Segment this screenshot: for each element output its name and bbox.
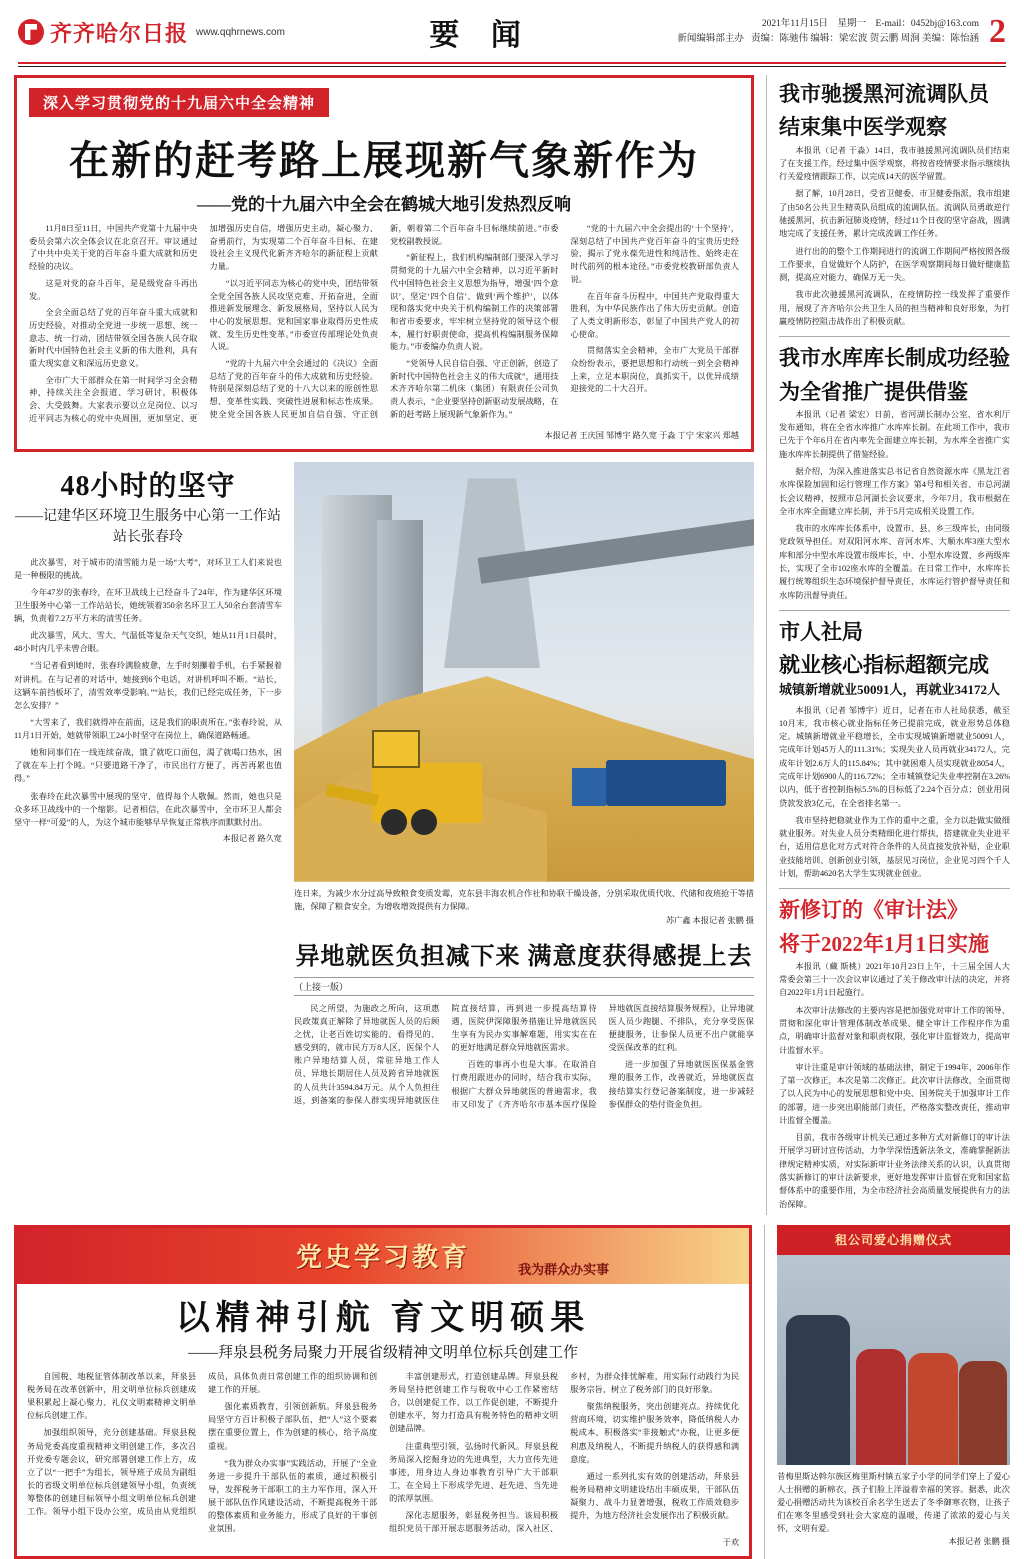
photo-person-adult xyxy=(786,1315,850,1465)
masthead xyxy=(14,0,1010,60)
donation-photo xyxy=(777,1225,1010,1465)
paragraph: 据了解，10月28日，受省卫健委、市卫健委指派，我市组建了由50名公共卫生精英队员组成的流调队伍。流调队员勇敢逆行驰援黑河，抗击新冠肺炎疫情，经过11个日夜的坚守奋战，圆满地完成了支援任务，累计完成流调工作任务。 xyxy=(779,189,1010,239)
right-article-3 xyxy=(779,619,1010,880)
right-article-3-subhead: 城镇新增就业50091人，再就业34172人 xyxy=(779,682,1001,698)
paragraph: 通过一系列扎实有效的创建活动，拜泉县税务局精神文明建设结出丰硕成果，干部队伍凝聚力、战斗力显著增强，税收工作质效稳步提升，为地方经济社会发展作出了积极贡献。 xyxy=(570,1471,740,1521)
issue-date: 2021年11月15日 xyxy=(761,19,828,30)
paragraph: 进行出的的整个工作期间进行的流调工作期间严格按照各级工作要求，自觉做好个人防护，在医学观察期间每日做好健康监测，提高应对能力，确保万无一失。 xyxy=(779,246,1010,283)
paragraph: 进一步加强了异地就医医保基金管理的服务工作，改善就近，异地就医直接结算实行登记备案制度，进一步减轻参保群众的垫付资金负担。 xyxy=(608,1060,754,1109)
right-article-3-headline-2: 就业核心指标超额完成 xyxy=(779,653,989,678)
right-article-4-headline-2: 将于2022年1月1日实施 xyxy=(779,931,989,956)
edu-byline: 于欢 xyxy=(722,1538,740,1548)
masthead-left xyxy=(18,17,285,48)
right-article-2-headline: 我市水库库长制成功经验 xyxy=(779,346,1010,371)
paragraph: 自国税、地税征管体制改革以来，拜泉县税务局在改革创新中，用文明单位标兵创建成果积累起上凝心聚力、礼仪文明素精神文明单位标兵创建工作。 xyxy=(27,1371,197,1421)
paragraph: 丰富创建形式，打造创建品牌。拜泉县税务局坚持把创建工作与税收中心工作紧密结合，以创建促工作、以工作促创建，不断提升创建水平，努力打造具有税务特色的精神文明创建品牌。 xyxy=(389,1371,559,1434)
right-article-3-headline: 市人社局 xyxy=(779,619,863,644)
photo-person-child-1 xyxy=(856,1349,906,1465)
masthead-right xyxy=(677,15,1006,49)
photo-credit: 苏广鑫 本报记者 张鹏 摄 xyxy=(665,915,754,925)
paragraph: 张春玲在此次暴雪中展现的坚守、值得每个人敬佩。然而，她也只是众多环卫战线中的一个缩影。记者相信，在此次暴雪中，全市环卫人都会坚守一样“可爱”的人，为这个城市能够早早恢复正常秩序而默默付出。 xyxy=(14,791,282,827)
paragraph: 我市坚持把稳就业作为工作的重中之重，全力以赴做实做细就业服务。对失业人员分类精细化进行帮扶，搭建就业失业进平台，适用信息化对方式对符合条件的人员直接发放补贴，企业职业技能培训、创新创业引领，基层见习岗位，企业见习四个千人计划，帮助4620名大学生实现就业创业。 xyxy=(779,815,1010,878)
right-article-2-body xyxy=(779,408,1010,602)
paragraph: “大雪来了，我们就得冲在前面，这是我们的职责所在。”张春玲说，从11月1日开始，她就带领职工24小时坚守在岗位上，确保道路畅通。 xyxy=(14,717,282,741)
article-48hours-byline: 本报记者 路久宽 xyxy=(222,833,282,843)
edu-article xyxy=(14,1225,752,1559)
lead-banner: 深入学习贯彻党的十九届六中全会精神 xyxy=(29,88,329,117)
right-article-1 xyxy=(779,81,1010,328)
right-article-4 xyxy=(779,897,1010,1211)
lead-paragraph: 全市广大干部群众在第一时间学习全会精神，持续关注全会报道、学习研讨，积极体会、大受鼓舞。大家表示要以立足岗位、以习近平同志为核心的党中央周围，更加坚定、更加增强历史自信，增强历史主动，凝心聚力、奋勇前行，为实现第二个百年奋斗目标、在建设社会主义现代化新齐齐哈尔的新征程上贡献力量。 xyxy=(29,224,378,423)
masthead-rule-thin xyxy=(18,66,1006,67)
lead-paragraph: “党的十九届六中全会通过的《决议》全面总结了党的百年奋斗的伟大成就和历史经验。特别是深刻总结了党的十八大以来的原创性思想、变革性实践、突破性进展和标志性成果。使全党全国各族人民更加自信自强、守正创新，朝着第二个百年奋斗目标继续前进。”市委党校副教授说。 xyxy=(209,224,559,419)
paragraph: 本报讯（记者 于淼）14日，我市驰援黑河流调队员们结束了在支援工作，经过集中医学观察，将按省疫情要求指示继续执行关爱疫情跟踪工作，以完成14天的医学留置。 xyxy=(779,145,1010,182)
paragraph: 目前，我市各级审计机关已通过多种方式对新修订的审计法开展学习研讨宣传活动，力争学深悟透新法条文，准确掌握新法律规定精神实质，对实际新审计业务法律关系的认识，认真贯彻落实新修订的审计法新要求，更好地发挥审计监督在党和国家监督体系中的重要作用，为全市经济社会高质量发展提供有力的法治保障。 xyxy=(779,1133,1010,1209)
paragraph: 聚焦纳税服务，突出创建亮点。持续优化营商环境，切实维护服务效率，降低纳税人办税成本，积极落实“非接触式”办税，让更多便利惠及纳税人，不断提升纳税人的获得感和满意度。 xyxy=(570,1402,740,1464)
lead-paragraph: “党领导人民自信自强、守正创新，创造了新时代中国特色社会主义的伟大成就”，通用技术齐齐哈尔第二机床（集团）有限责任公司负责人表示，“企业要坚持创新驱动发展战略，在新的赶考路上展现新气象新作为。” xyxy=(390,359,559,419)
donation-caption: 昔梅里斯达斡尔族区梅里斯村镇五家子小学的同学们穿上了爱心人士捐赠的新棉衣，孩子们脸上洋溢着幸福的笑容。据悉，此次爱心捐赠活动共为该校百余名学生送去了冬季御寒衣物，让孩子们在寒冬里感受到社会大家庭的温暖，传递了浓浓的爱心与关怀，文明有爱。 xyxy=(777,1471,1010,1534)
paragraph: 深化志愿服务，彰显税务担当。该局积极组织党员干部开展志愿服务活动，深入社区、乡村，为群众排忧解难，用实际行动践行为民服务宗旨，树立了税务部门的良好形象。 xyxy=(389,1371,740,1534)
paragraph: “我为群众办实事”实践活动，开展了“全业务进一步提升干部队伍的素质，通过积极引导，发挥税务干部职工的主力军作用，深入开展干部队伍作风建设活动，不断提高税务干部的整体素质和业务能力，形成了良好的干事创业氛围。 xyxy=(208,1458,378,1534)
masthead-dept: 新闻编辑部主办 xyxy=(677,34,744,44)
lead-paragraph: 贯彻落实全会精神，全市广大党员干部群众纷纷表示，要把思想和行动统一到全会精神上来，立足本职岗位，真抓实干，以优异成绩迎接党的二十大召开。 xyxy=(570,346,739,394)
paragraph: 本报讯（藏 斯桃）2021年10月23日上午，十三届全国人大常委会第三十一次会议审议通过了关于修改审计法的决定，并将自2022年1月1日起施行。 xyxy=(779,961,1010,998)
paragraph: 我市此次驰援黑河流调队，在疫情防控一线发挥了重要作用，展现了齐齐哈尔公共卫生人员的担当精神和良好形象，为打赢疫情防控阻击战作出了积极贡献。 xyxy=(779,290,1010,326)
photo-truck xyxy=(606,760,726,806)
right-article-3-body xyxy=(779,704,1010,881)
paper-url[interactable]: www.qqhrnews.com xyxy=(196,26,285,38)
right-article-1-body xyxy=(779,144,1010,329)
lead-paragraph: 在百年奋斗历程中，中国共产党取得重大胜利，为中华民族作出了伟大历史贡献。创造了人类文明新形态，彰显了中国共产党人的初心使命。 xyxy=(570,291,739,339)
divider xyxy=(779,888,1010,889)
right-article-2 xyxy=(779,345,1010,602)
paragraph: “当记者看到她时，张春玲满脸疲惫，左手时刻攥着手机，右手紧握着对讲机。在与记者的对话中，她接到6个电话，对讲机呼叫不断。“站长，这辆车前挡板坏了，清雪效率受影响。”“站长，我们已经完成任务，下一步怎么安排？” xyxy=(14,661,282,710)
paragraph: 加强组织领导，充分创建基础。拜泉县税务局党委高度重视精神文明创建工作，多次召开党委专题会议，研究部署创建工作上方，成立了以“一把手”为组长，领导班子成员为副组长的省级文明单位标兵创建领导小组，负责统筹整体的创建目标领导小组文明单位标兵创建工作。领导小组下设办公室，成员由从党组织成员，具体负责日常创建工作的组织协调和创建工作的开展。 xyxy=(27,1371,378,1517)
lead-paragraph: 全会全面总结了党的百年奋斗重大成就和历史经验，对推动全党进一步统一思想、统一意志、统一行动，团结带领全国各族人民夺取新时代中国特色社会主义新的伟大胜利，具有重大现实意义和深远历史意义。 xyxy=(29,308,198,369)
bottom-right-photo-block xyxy=(764,1225,1010,1559)
lead-byline: 本报记者 王庆国 邹博宇 路久宽 于淼 丁宁 宋家兴 郑越 xyxy=(544,430,739,440)
paragraph: 注重典型引领，弘扬时代新风。拜泉县税务局深入挖掘身边的先进典型，大力宣传先进事迹，用身边人身边事教育引导广大干部职工，在全局上下形成学先进、赶先进、当先进的浓厚氛围。 xyxy=(389,1441,559,1503)
left-columns xyxy=(14,75,754,1215)
edu-subtitle: ——拜泉县税务局聚力开展省级精神文明单位标兵创建工作 xyxy=(188,1344,579,1361)
edu-banner xyxy=(17,1228,749,1284)
masthead-meta xyxy=(677,17,979,46)
lead-paragraph: 这是对党的奋斗百年，是是级党奋斗再出发。 xyxy=(29,278,198,301)
lead-article xyxy=(14,75,754,452)
article-48hours-subtitle: ——记建华区环境卫生服务中心第一工作站站长张春玲 xyxy=(15,508,281,545)
right-article-4-body xyxy=(779,960,1010,1211)
divider xyxy=(779,610,1010,611)
paragraph: 我市的水库库长体系中，设置市、县、乡三级库长，由同级党政领导担任。对双阳河水库、音河水库、大顺水库3座大型水库和部分中型水库设置市级库长，中、小型水库设置、乡两级库长，实现了全市102座水库的全覆盖。在日常工作中，水库库长履行统筹组织生态环境保护督导责任，水库运行管护督导责任和水库防汛督导责任。 xyxy=(779,524,1010,600)
paragraph: 她和同事们在一线连续奋战，饿了就吃口面包，渴了就喝口热水，困了就在车上打个盹。“只要道路干净了，市民出行方便了，再苦再累也值得。” xyxy=(14,748,282,784)
paragraph: 百姓的事再小也是大事。在取消自行费用跟进办的同时，结合我市实际，根据广大群众异地就医的普遍需求，我市又印发了《齐齐哈尔市基本医疗保险异地就医直接结算服务规程》，让异地就医人员少跑腿、不排队，充分享受医保便捷服务，让参保人员更不出户就能享受医保改革的红利。 xyxy=(451,1003,754,1109)
lead-title: 在新的赶考路上展现新气象新作为 xyxy=(69,138,699,183)
photo-person-child-3 xyxy=(959,1361,1007,1465)
paragraph: 据介绍，为深入推进落实总书记省自然资源水库《黑龙江省水库保险加固和运行管理工作方案》第4号和相关省、市总河湖长会议精神，按照市总河湖长会议要求，今年7月，我市根据在全市水库全面建立库长制，并于5月完成相关设置工作。 xyxy=(779,466,1010,516)
article-48hours xyxy=(14,462,282,1111)
paragraph: 此次暴雪，对于城市的清雪能力是一场“大考”，对环卫工人们来说也是一种极限的挑战。 xyxy=(14,557,282,580)
issue-weekday: 星期一 xyxy=(837,19,867,30)
paper-name: 齐齐哈尔日报 xyxy=(50,20,189,46)
page-body xyxy=(14,75,1010,1215)
photo-caption: 连日来，为减少水分过高导致粮食变质发霉，克东县丰海农机合作社和协联干燥设备，分别采取优质代收、代储和夜班抢干等措施，保障了粮食安全，为增收增效提供有力保障。 xyxy=(294,888,754,911)
lead-paragraph: “以习近平同志为核心的党中央，团结带领全党全国各族人民攻坚克难、开拓奋进，全面推进新发展理念、新发展格局，坚持以人民为中心的发展思想。党和国家事业取得历史性成就、发生历史性变革。”市委宣传部理论处负责人说。 xyxy=(209,278,378,352)
lead-paragraph: 11月8日至11日，中国共产党第十九届中央委员会第六次全体会议在北京召开。审议通过了中共中央关于党的百年奋斗重大成就和历史经验的决议。 xyxy=(29,224,198,272)
masthead-staff: 责编：陈驰伟 编辑：梁宏波 贺云鹏 周涧 美编：陈怡涵 xyxy=(750,34,979,44)
contact-email[interactable]: E-mail：0452bj@163.com xyxy=(875,19,979,30)
edu-title: 以精神引航 育文明硕果 xyxy=(175,1299,591,1337)
photo-loader-cab xyxy=(372,730,420,768)
masthead-rule-red xyxy=(18,62,1006,64)
paragraph: 此次暴雪，风大、雪大、气温低等复杂天气交织，她从11月1日晨时，48小时内几乎未曾合眼。 xyxy=(14,631,282,654)
paragraph: 本报讯（记者 邹博宇）近日，记者在市人社局获悉，截至10月末，我市核心就业指标任务已提前完成，就业形势总体稳定。城镇新增就业平稳增长，全市实现城镇新增就业50091人，完成年计划45万人的111.31%；实现失业人员再就业34172人，完成年计划2.6万人的115.84%；其中就困难人员实现就业8054人，完成年计划6900人的116.72%；全市城镇登记失业率控制在3.26%以内，低于省控制指标5.5%的目标低了2.24个百分点；创业用岗贷款发放3亿元，在全省排名第一。 xyxy=(779,705,1010,808)
paragraph: 审计注重是审计领域的基础法律，制定于1994年，2006年作了第一次修正，本次是第二次修正。此次审计法修改，全面贯彻了以人民为中心的发展思想和党中央、国务院关于加强审计工作的部署，进一步突出职能部门责任，严格落实整改责任，推动审计监督全覆盖。 xyxy=(779,1062,1010,1125)
right-article-1-headline-2: 结束集中医学观察 xyxy=(779,115,947,140)
paragraph: 强化素质教育，引领创新航。拜泉县税务局坚守方百计积极子部队伍，把“人”这个要素摆在重要位置上，作为创建的核心，给予高度重视。 xyxy=(208,1402,378,1451)
paragraph: 本次审计法修改的主要内容是把加强党对审计工作的领导、贯彻和深化审计管理体制改革成果、健全审计工作程序作为重点，明确审计监督对象和职责权限，强化审计监督效力，提高审计监督水平。 xyxy=(779,1005,1010,1055)
article-48hours-title: 48小时的坚守 xyxy=(60,470,236,502)
medical-title: 异地就医负担减下来 满意度获得感提上去 xyxy=(295,943,753,970)
medical-body xyxy=(294,1002,754,1111)
paragraph: 本报讯（记者 梁宏）日前，省河湖长制办公室、省水利厅发布通知，将在全省水库推广水库库长制。在此项工作中，我市已先于个年6月在省内率先全面建立库长制，为水库全省推广实施水库库长制提供了借鉴经验。 xyxy=(779,409,1010,459)
edu-banner-title: 党史学习教育 xyxy=(296,1243,471,1273)
right-article-1-headline: 我市驰援黑河流调队员 xyxy=(779,82,989,106)
paragraph: 民之所望，为施政之所向，这项惠民政策真正解除了异地就医人员的后顾之忧，让老百姓切实能的、看得见的、感受到的，就市民方万8人区，医保个人账户异地结算人员，常驻异地工作人员、异地长期居住人员及跨省异地就医的人员共计3594.84万元。从个人负担往返，到备案的参保人群实现异地就医住院直接结算，再到进一步提高结算待遇，医院伊深障服务措施让异地就医民生享有为民办实事解难题，用实实在在的更好地满足群众异地就医需求。 xyxy=(294,1003,597,1105)
lead-body xyxy=(29,223,739,426)
paragraph: 今年47岁的张春玲，在环卫战线上已经奋斗了24年，作为建华区环境卫生服务中心第一工作站站长，她统领着350余名环卫工人50余台套清雪车辆，负责着7.2万平方米的清雪任务。 xyxy=(14,587,282,624)
lead-paragraph: “新征程上，我们机构编制部门要深入学习贯彻党的十九届六中全会精神，以习近平新时代中国特色社会主义思想为指导，增强‘四个意识’、坚定‘四个自信’、做到‘两个维护’，以体现和落实党中央关于机构编制工作的决策部署和省市委要求，牢牢树立坚持党的领导这个根本，履行好职责使命，提高机构编制服务保障能力。”市委编办负责人说。 xyxy=(390,253,559,352)
grain-photo xyxy=(294,462,754,882)
edu-banner-subtitle: 我为群众办实事 xyxy=(518,1261,610,1277)
mid-section xyxy=(14,462,754,1111)
paper-logo-icon xyxy=(18,19,44,45)
divider xyxy=(779,336,1010,337)
bottom-section xyxy=(14,1225,1010,1559)
right-article-4-headline: 新修订的《审计法》 xyxy=(779,898,968,923)
article-48hours-body xyxy=(14,556,282,829)
photo-person-child-2 xyxy=(908,1353,958,1465)
medical-kicker: （上接一版） xyxy=(294,977,754,996)
right-article-2-headline-2: 为全省推广提供借鉴 xyxy=(779,379,968,404)
donation-credit: 本报记者 张鹏 摄 xyxy=(948,1536,1010,1546)
right-column xyxy=(766,75,1010,1215)
donation-banner: 租公司爱心捐赠仪式 xyxy=(777,1225,1010,1255)
photo-and-medical xyxy=(294,462,754,1111)
lead-paragraph: “党的十九届六中全会提出的‘十个坚持’，深刻总结了中国共产党百年奋斗的宝贵历史经验，揭示了党永葆先进性和纯洁性、始终走在时代前列的根本途径。”市委党校教研部负责人说。 xyxy=(570,224,739,284)
lead-subtitle: ——党的十九届六中全会在鹤城大地引发热烈反响 xyxy=(197,195,571,214)
section-title: 要 闻 xyxy=(429,19,533,52)
page-number: 2 xyxy=(989,13,1006,50)
edu-body xyxy=(27,1370,739,1536)
